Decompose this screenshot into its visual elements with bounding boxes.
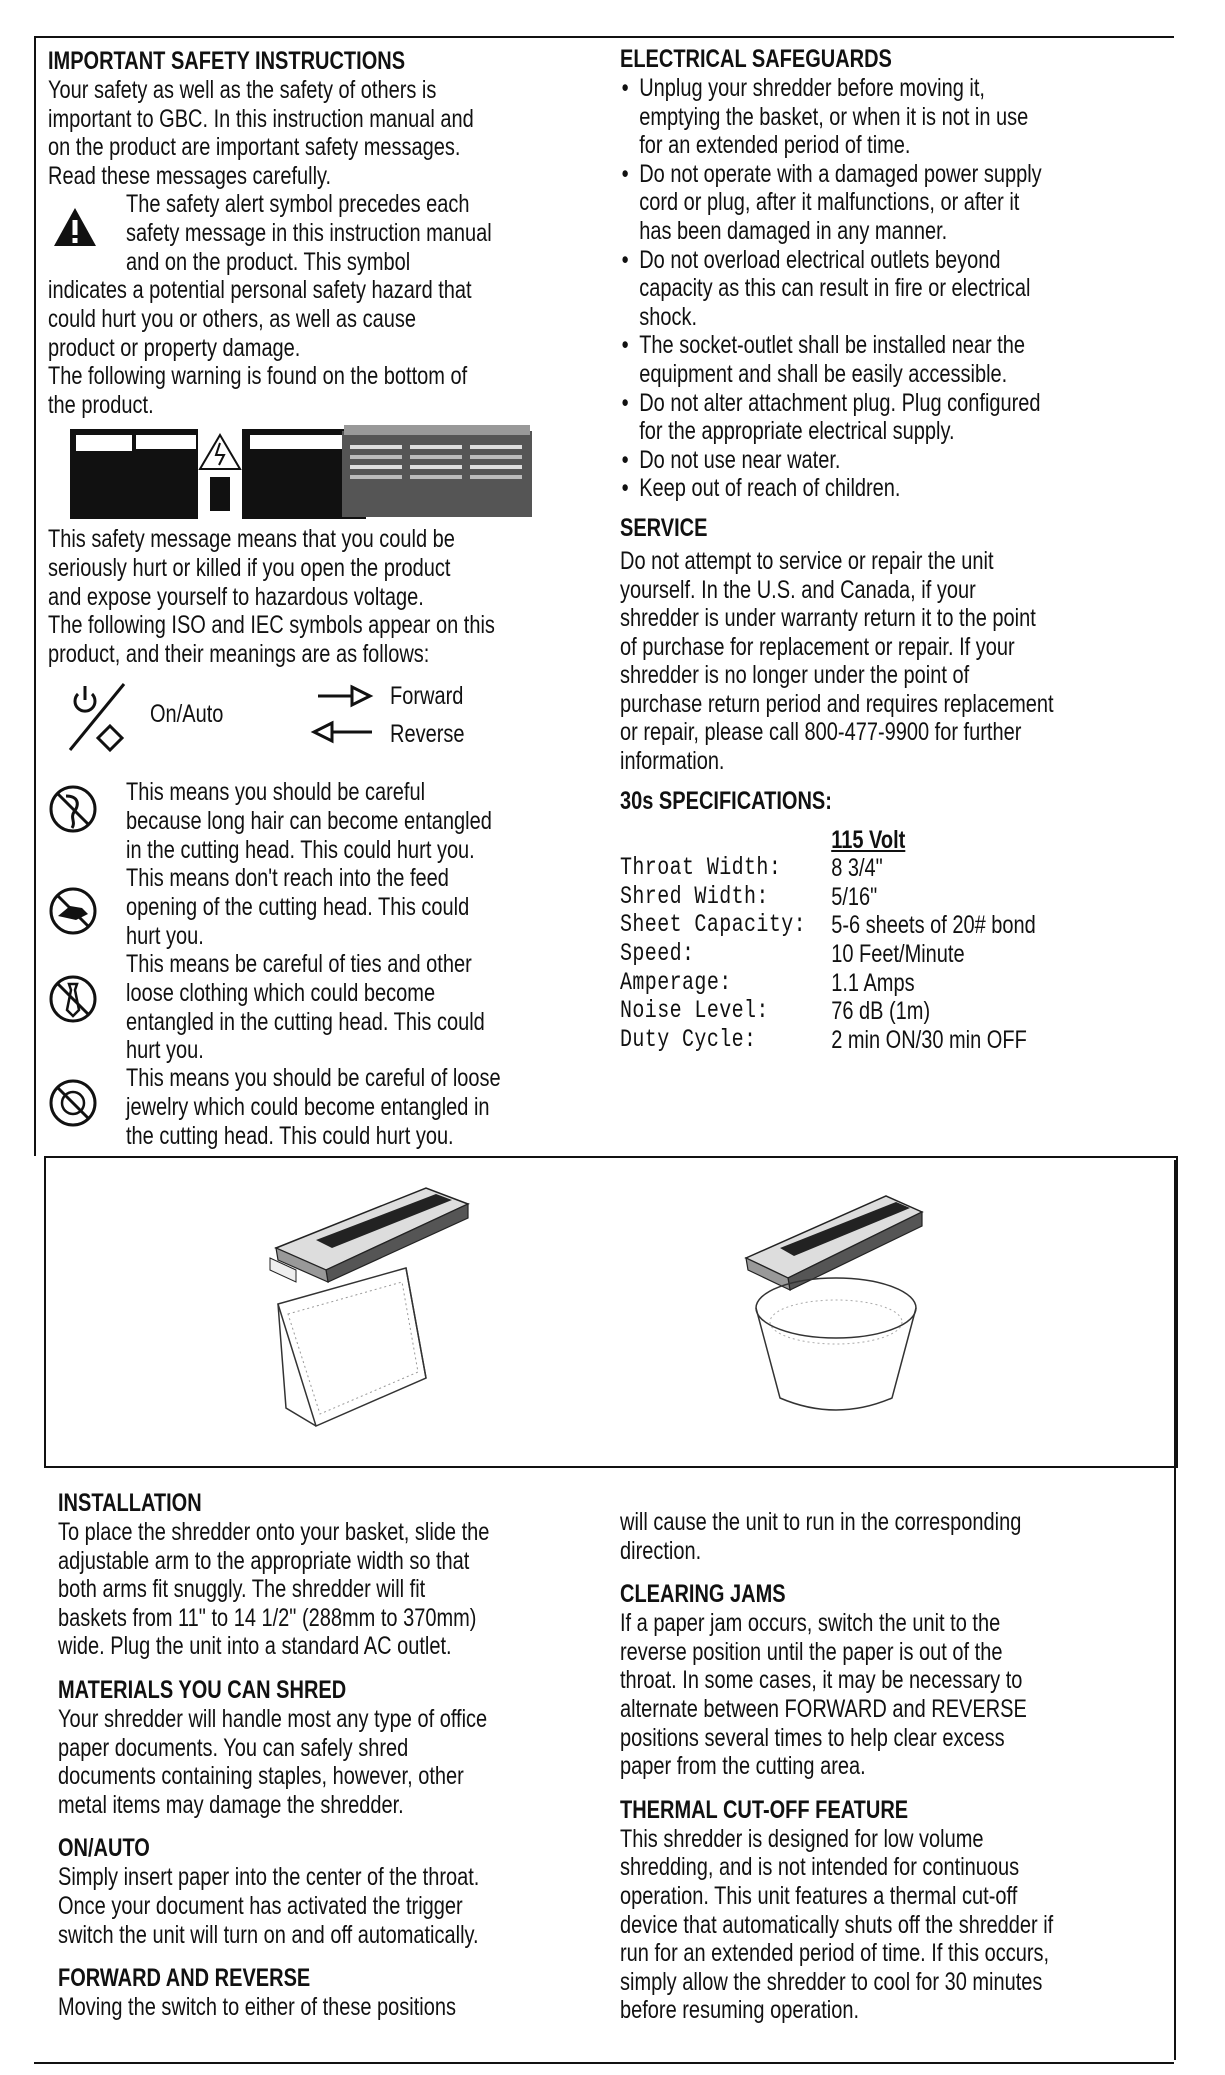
text-line: entangled in the cutting head. This could: [126, 1007, 485, 1036]
spec-value: 2 min ON/30 min OFF: [831, 1025, 1027, 1054]
text-line: device that automatically shuts off the shredder if: [620, 1910, 1054, 1939]
text-line: hurt you.: [126, 1036, 204, 1065]
text-line: • The socket-outlet shall be installed near the: [639, 331, 1025, 360]
text-line: • Keep out of reach of children.: [639, 474, 901, 503]
no-hand-caution-icon: [48, 886, 98, 936]
text-line: Moving the switch to either of these positions: [58, 1993, 456, 2022]
spec-label: Amperage:: [620, 967, 732, 997]
thermal-text: [620, 1825, 1060, 2025]
caution-hand-text: [126, 864, 469, 950]
text-line: direction.: [620, 1536, 702, 1565]
text-line: both arms fit snuggly. The shredder will fit: [58, 1575, 426, 1604]
text-line: This means you should be careful of loose: [126, 1064, 501, 1093]
spec-value: 76 dB (1m): [831, 997, 931, 1026]
text-line: Simply insert paper into the center of the throat.: [58, 1863, 480, 1892]
text-line: • Do not alter attachment plug. Plug configured: [639, 388, 1041, 417]
text-line: simply allow the shredder to cool for 30 minutes: [620, 1967, 1043, 1996]
reverse-arrow-icon: [310, 720, 376, 744]
text-line: hurt you.: [126, 921, 204, 950]
text-line: capacity as this can result in fire or electrical: [639, 274, 1031, 303]
caution-hair-text: [126, 778, 492, 864]
text-line: indicates a potential personal safety hazard that: [48, 276, 472, 305]
electrical-column: [620, 44, 1180, 1054]
text-line: documents containing staples, however, other: [58, 1762, 464, 1791]
text-line: shredder is under warranty return it to the point: [620, 604, 1036, 633]
text-line: for an extended period of time.: [639, 131, 911, 160]
spec-label: Noise Level:: [620, 996, 769, 1026]
caution-jewelry: [48, 1064, 588, 1150]
materials-heading: MATERIALS YOU CAN SHRED: [58, 1675, 347, 1704]
text-line: If a paper jam occurs, switch the unit to the: [620, 1609, 1001, 1638]
text-line: product, and their meanings are as follows:: [48, 639, 430, 668]
no-tie-caution-icon: [48, 974, 98, 1024]
specifications-heading: 30s SPECIFICATIONS:: [620, 786, 832, 815]
list-item: [620, 474, 1068, 503]
clearing-jams-text: [620, 1609, 1060, 1781]
onauto-heading: ON/AUTO: [58, 1834, 150, 1863]
text-line: safety message in this instruction manual: [126, 218, 492, 247]
electrical-list: [620, 74, 1068, 503]
text-line: • Do not use near water.: [639, 445, 841, 474]
installation-text: [58, 1518, 490, 1661]
warning-triangle-icon: [52, 206, 98, 248]
safety-heading: IMPORTANT SAFETY INSTRUCTIONS: [48, 47, 406, 75]
warning-labels: [48, 425, 588, 525]
text-line: the cutting head. This could hurt you.: [126, 1121, 454, 1150]
illustration-box: [44, 1156, 1178, 1468]
text-line: • Do not overload electrical outlets beyond: [639, 245, 1001, 274]
on-auto-label: On/Auto: [150, 700, 224, 729]
list-item: [620, 389, 1068, 446]
text-line: baskets from 11" to 14 1/2" (288mm to 370mm): [58, 1603, 477, 1632]
text-line: metal items may damage the shredder.: [58, 1790, 404, 1819]
electrical-heading: ELECTRICAL SAFEGUARDS: [620, 45, 892, 73]
spec-label: Shred Width:: [620, 881, 769, 911]
text-line: The following warning is found on the bottom of: [48, 362, 468, 391]
text-line: has been damaged in any manner.: [639, 216, 948, 245]
text-line: in the cutting head. This could hurt you.: [126, 835, 475, 864]
caution-tie: [48, 950, 588, 1064]
long-hair-caution-icon: [48, 784, 98, 834]
hazardous-voltage-text: [48, 525, 495, 668]
text-line: because long hair can become entangled: [126, 806, 492, 835]
text-line: before resuming operation.: [620, 1996, 860, 2025]
list-item: [620, 246, 1068, 332]
text-line: The following ISO and IEC symbols appear on this: [48, 611, 495, 640]
text-line: information.: [620, 747, 725, 776]
text-line: opening of the cutting head. This could: [126, 892, 470, 921]
text-line: Your shredder will handle most any type of office: [58, 1704, 488, 1733]
thermal-heading: THERMAL CUT-OFF FEATURE: [620, 1795, 909, 1824]
text-line: jewelry which could become entangled in: [126, 1092, 490, 1121]
text-line: This shredder is designed for low volume: [620, 1824, 984, 1853]
text-line: product or property damage.: [48, 333, 301, 362]
text-line: paper documents. You can safely shred: [58, 1733, 409, 1762]
text-line: the product.: [48, 390, 154, 419]
forward-label: Forward: [390, 682, 464, 711]
caution-tie-text: [126, 950, 485, 1064]
clearing-jams-heading: CLEARING JAMS: [620, 1580, 786, 1609]
text-line: equipment and shall be easily accessible.: [639, 359, 1008, 388]
text-line: • Unplug your shredder before moving it,: [639, 74, 985, 102]
bottom-rule: [34, 2062, 1174, 2064]
text-line: wide. Plug the unit into a standard AC outlet.: [58, 1632, 452, 1661]
text-line: paper from the cutting area.: [620, 1752, 866, 1781]
spec-value: 5-6 sheets of 20# bond: [831, 911, 1036, 940]
text-line: shredding, and is not intended for continuous: [620, 1853, 1020, 1882]
text-line: emptying the basket, or when it is not in use: [639, 102, 1029, 131]
safety-instructions-column: [48, 46, 588, 1150]
installation-column: [58, 1488, 598, 2022]
text-line: Do not attempt to service or repair the unit: [620, 546, 994, 575]
list-item: [620, 160, 1068, 246]
caution-jewelry-text: [126, 1064, 501, 1150]
spec-label: Throat Width:: [620, 853, 782, 883]
list-item: [620, 74, 1068, 160]
text-line: loose clothing which could become: [126, 978, 436, 1007]
text-line: shredder is no longer under the point of: [620, 661, 970, 690]
on-auto-symbol-icon: [66, 680, 136, 754]
text-line: This safety message means that you could be: [48, 525, 455, 554]
text-line: Read these messages carefully.: [48, 161, 332, 190]
text-line: • Do not operate with a damaged power supply: [639, 159, 1042, 188]
list-item: [620, 331, 1068, 388]
forward-arrow-icon: [316, 684, 376, 708]
service-heading: SERVICE: [620, 513, 708, 542]
spec-label: Speed:: [620, 939, 695, 969]
spec-value: 1.1 Amps: [831, 968, 915, 997]
text-line: of purchase for replacement or repair. If your: [620, 632, 1015, 661]
service-text: [620, 547, 1068, 776]
list-item: [620, 446, 1068, 475]
spec-value: 10 Feet/Minute: [831, 940, 965, 969]
text-line: positions several times to help clear excess: [620, 1723, 1005, 1752]
reverse-label: Reverse: [390, 720, 465, 749]
text-line: on the product are important safety messages.: [48, 133, 461, 162]
text-line: or repair, please call 800-477-9900 for further: [620, 718, 1022, 747]
text-line: The safety alert symbol precedes each: [126, 190, 470, 219]
onauto-text: [58, 1863, 490, 1949]
alert-text: [126, 190, 492, 276]
text-line: reverse position until the paper is out of the: [620, 1637, 1003, 1666]
text-line: and expose yourself to hazardous voltage.: [48, 582, 424, 611]
text-line: could hurt you or others, as well as cause: [48, 304, 416, 333]
text-line: To place the shredder onto your basket, slide the: [58, 1518, 490, 1546]
no-jewelry-caution-icon: [48, 1076, 98, 1130]
left-rule: [34, 36, 36, 1156]
safety-intro: [48, 76, 480, 190]
caution-hair: [48, 778, 588, 864]
alert-continuation: [48, 276, 480, 419]
voltage-header: 115 Volt: [831, 825, 906, 854]
text-line: will cause the unit to run in the corresponding: [620, 1508, 1022, 1536]
text-line: for the appropriate electrical supply.: [639, 417, 955, 446]
operation-column: [620, 1508, 1170, 2025]
shredder-round-basket-illustration: [736, 1182, 966, 1432]
top-rule: [34, 36, 1174, 38]
iso-symbols: [48, 676, 588, 774]
text-line: run for an extended period of time. If this occurs,: [620, 1939, 1050, 1968]
text-line: Your safety as well as the safety of others is: [48, 76, 437, 104]
text-line: and on the product. This symbol: [126, 247, 411, 276]
multilingual-warning-label-icon: [342, 425, 532, 517]
spec-value: 8 3/4": [831, 854, 883, 883]
spec-label: Sheet Capacity:: [620, 910, 807, 940]
text-line: This means you should be careful: [126, 778, 426, 807]
spec-value: 5/16": [831, 882, 878, 911]
text-line: cord or plug, after it malfunctions, or after it: [639, 188, 1020, 217]
text-line: purchase return period and requires replacement: [620, 689, 1054, 718]
installation-heading: INSTALLATION: [58, 1489, 202, 1517]
forward-reverse-heading: FORWARD AND REVERSE: [58, 1964, 311, 1993]
hazardous-voltage-label-icon: [70, 429, 366, 519]
text-line: throat. In some cases, it may be necessary to: [620, 1666, 1023, 1695]
caution-hand: [48, 864, 588, 950]
text-line: alternate between FORWARD and REVERSE: [620, 1694, 1027, 1723]
text-line: yourself. In the U.S. and Canada, if your: [620, 575, 976, 604]
text-line: This means don't reach into the feed: [126, 864, 449, 893]
specifications-table: [620, 826, 1068, 1055]
text-line: Once your document has activated the trigger: [58, 1891, 463, 1920]
text-line: operation. This unit features a thermal cut-off: [620, 1881, 1018, 1910]
shredder-rectangular-basket-illustration: [256, 1178, 506, 1448]
forward-reverse-text: [58, 1993, 490, 2022]
text-line: adjustable arm to the appropriate width so that: [58, 1546, 470, 1575]
materials-text: [58, 1705, 490, 1819]
forward-reverse-continuation: [620, 1508, 1060, 1565]
text-line: switch the unit will turn on and off automatically.: [58, 1920, 479, 1949]
spec-rows: [620, 854, 1068, 1054]
spec-label: Duty Cycle:: [620, 1024, 757, 1054]
alert-block: [48, 190, 588, 276]
text-line: shock.: [639, 302, 698, 331]
text-line: seriously hurt or killed if you open the product: [48, 553, 451, 582]
text-line: important to GBC. In this instruction manual and: [48, 104, 474, 133]
text-line: This means be careful of ties and other: [126, 950, 472, 979]
